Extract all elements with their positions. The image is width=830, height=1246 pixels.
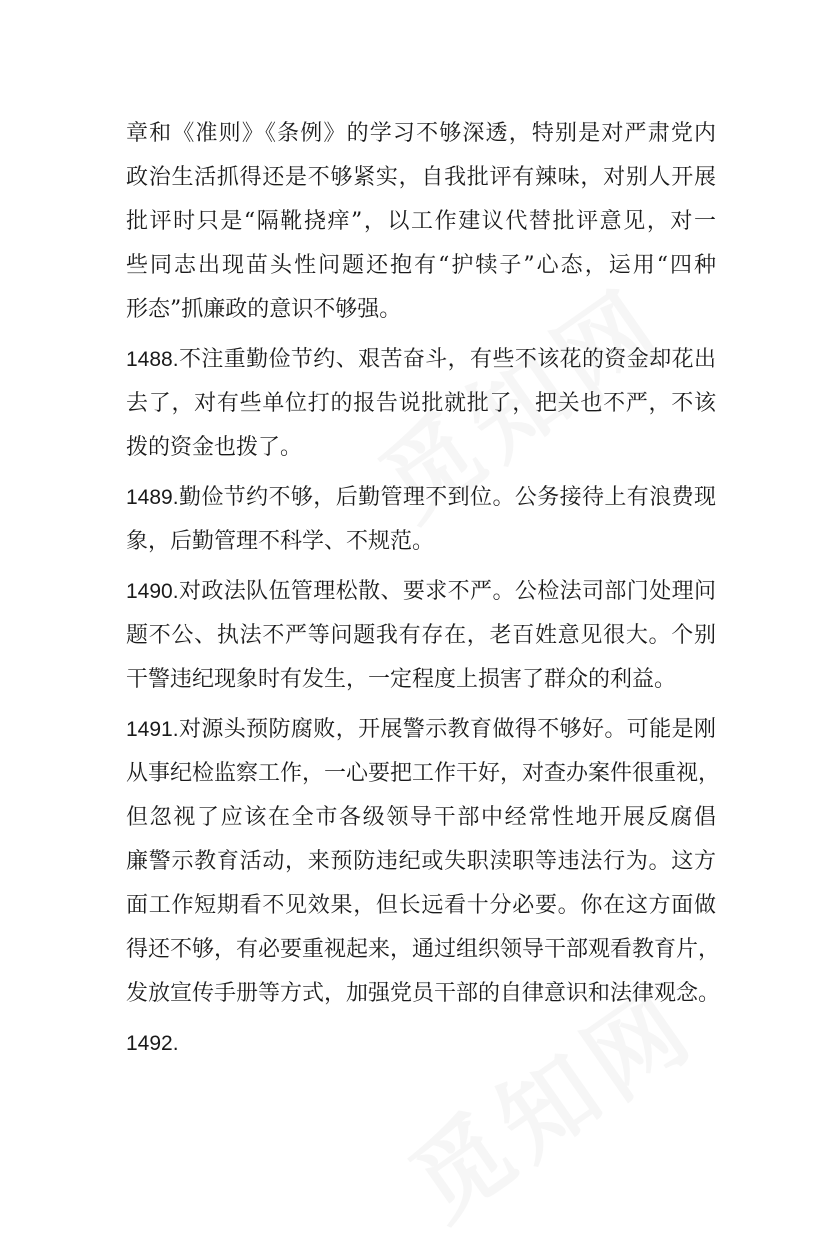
text-line: 章和《准则》《条例》的学习不够深透，特别是对严肃党内 (126, 121, 716, 146)
text-line: 发放宣传手册等方式，加强党员干部的自律意识和法律观念。 (126, 981, 721, 1006)
paragraph-1488 (126, 338, 716, 470)
text-line: 面工作短期看不见效果，但长远看十分必要。你在这方面做 (126, 893, 716, 918)
text-line: 干警违纪现象时有发生，一定程度上损害了群众的利益。 (126, 667, 677, 692)
item-number: 1489. (126, 486, 179, 509)
text-line: 1490.对政法队伍管理松散、要求不严。公检法司部门处理问 (126, 579, 716, 604)
paragraph-1489 (126, 476, 716, 564)
text-line: 得还不够，有必要重视起来，通过组织领导干部观看教育片， (126, 937, 721, 962)
text-line: 1488.不注重勤俭节约、艰苦奋斗，有些不该花的资金却花出 (126, 347, 716, 372)
document-body (126, 112, 721, 1066)
text-line: 象，后勤管理不科学、不规范。 (126, 529, 435, 554)
item-number: 1490. (126, 580, 179, 603)
text-line: 1489.勤俭节约不够，后勤管理不到位。公务接待上有浪费现 (126, 485, 716, 510)
text-line: 廉警示教育活动，来预防违纪或失职渎职等违法行为。这方 (126, 849, 716, 874)
paragraph (126, 112, 716, 332)
item-number: 1488. (126, 348, 179, 371)
text-line: 题不公、执法不严等问题我有存在，老百姓意见很大。个别 (126, 623, 716, 648)
text-line: 批评时只是“隔靴挠痒”，以工作建议代替批评意见，对一 (126, 209, 716, 234)
paragraph-1490 (126, 570, 716, 702)
text-line: 去了，对有些单位打的报告说批就批了，把关也不严，不该 (126, 391, 716, 416)
text-line: 政治生活抓得还是不够紧实，自我批评有辣味，对别人开展 (126, 165, 716, 190)
text-line: 形态”抓廉政的意识不够强。 (126, 297, 402, 322)
paragraph-1492 (126, 1022, 716, 1066)
text-line: 但忽视了应该在全市各级领导干部中经常性地开展反腐倡 (126, 805, 716, 830)
item-number: 1492. (126, 1032, 179, 1055)
text-line: 拨的资金也拨了。 (126, 435, 303, 460)
text-line: 从事纪检监察工作，一心要把工作干好，对查办案件很重视， (126, 761, 721, 786)
text-line: 些同志出现苗头性问题还抱有“护犊子”心态，运用“四种 (126, 253, 716, 278)
paragraph-1491 (126, 708, 721, 1016)
text-line: 1491.对源头预防腐败，开展警示教育做得不够好。可能是刚 (126, 717, 716, 742)
text-line (126, 1022, 716, 1066)
item-number: 1491. (126, 718, 179, 741)
